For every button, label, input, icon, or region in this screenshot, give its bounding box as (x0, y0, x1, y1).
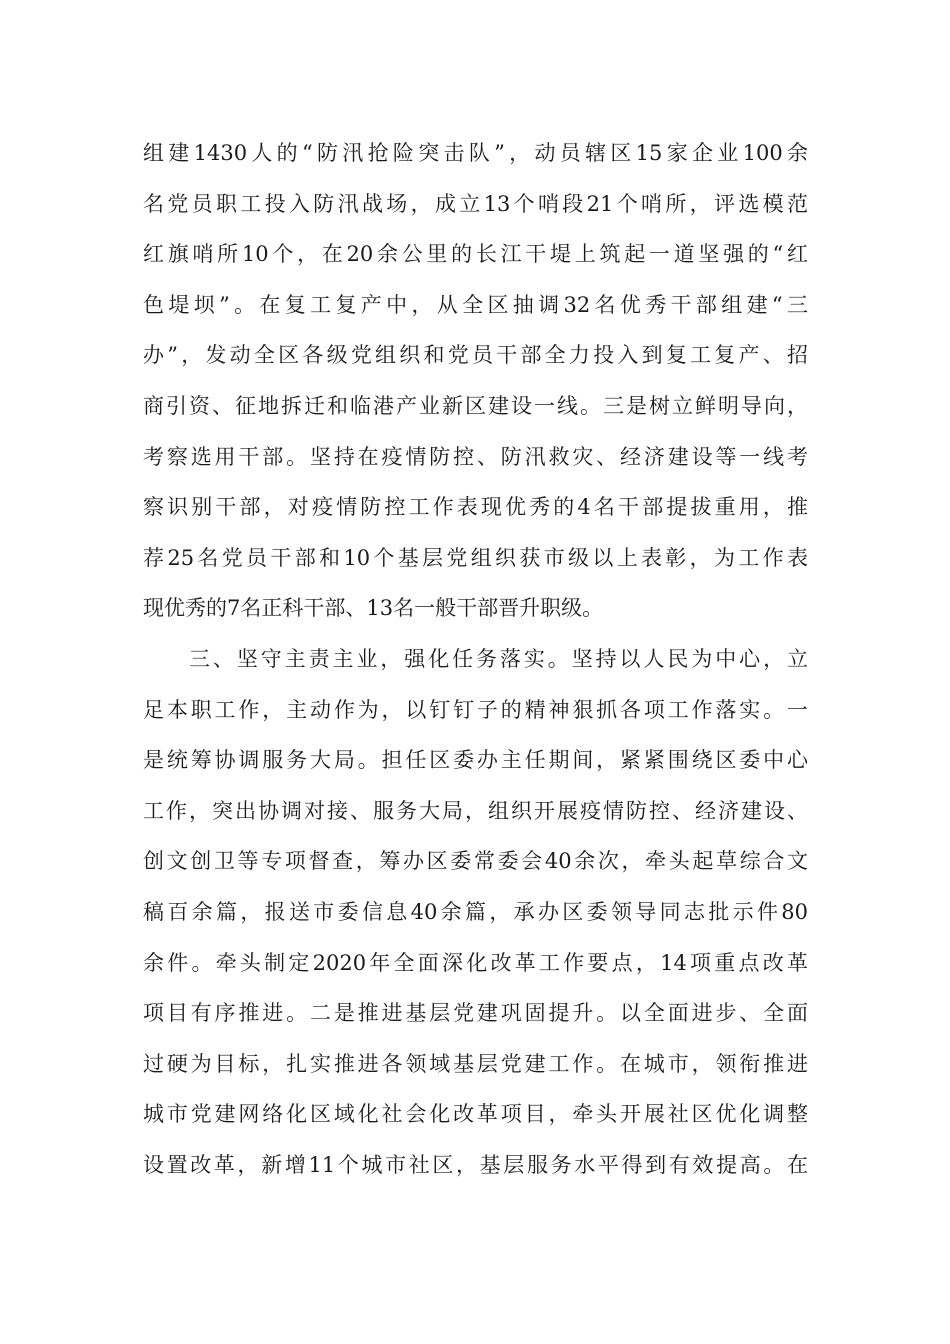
text-line: 余件。牵头制定2020年全面深化改革工作要点，14项重点改革 (143, 950, 808, 975)
text-line: 考察选用干部。坚持在疫情防控、防汛救灾、经济建设等一线考 (143, 444, 808, 469)
text-line: 创文创卫等专项督查，筹办区委常委会40余次，牵头起草综合文 (143, 849, 808, 874)
text-line: 足本职工作，主动作为，以钉钉子的精神狠抓各项工作落实。一 (143, 697, 808, 722)
text-line: 商引资、征地拆迁和临港产业新区建设一线。三是树立鲜明导向， (143, 393, 808, 418)
text-line: 名党员职工投入防汛战场，成立13个哨段21个哨所，评选模范 (143, 191, 808, 216)
text-line: 过硬为目标，扎实推进各领域基层党建工作。在城市，领衔推进 (143, 1051, 808, 1076)
text-line: 工作，突出协调对接、服务大局，组织开展疫情防控、经济建设、 (143, 798, 808, 823)
text-line: 城市党建网络化区域化社会化改革项目，牵头开展社区优化调整 (143, 1102, 808, 1127)
text-line: 设置改革，新增11个城市社区，基层服务水平得到有效提高。在 (143, 1152, 808, 1177)
text-line: 察识别干部，对疫情防控工作表现优秀的4名干部提拔重用，推 (143, 495, 808, 520)
text-line-paragraph-start: 三、坚守主责主业，强化任务落实。坚持以人民为中心，立 (189, 646, 808, 671)
body-text (143, 128, 808, 1190)
text-line: 办”，发动全区各级党组织和党员干部全力投入到复工复产、招 (143, 343, 808, 368)
text-line-paragraph-end: 现优秀的7名正科干部、13名一般干部晋升职级。 (143, 596, 604, 621)
text-line: 红旗哨所10个，在20余公里的长江干堤上筑起一道坚强的“红 (143, 242, 808, 267)
text-line: 组建1430人的“防汛抢险突击队”，动员辖区15家企业100余 (143, 141, 808, 165)
text-line: 项目有序推进。二是推进基层党建巩固提升。以全面进步、全面 (143, 1001, 808, 1026)
text-line: 荐25名党员干部和10个基层党组织获市级以上表彰，为工作表 (143, 545, 808, 570)
text-line: 色堤坝”。在复工复产中，从全区抽调32名优秀干部组建“三 (143, 292, 808, 317)
text-line: 是统筹协调服务大局。担任区委办主任期间，紧紧围绕区委中心 (143, 748, 808, 773)
text-line: 稿百余篇，报送市委信息40余篇，承办区委领导同志批示件80 (143, 899, 808, 924)
